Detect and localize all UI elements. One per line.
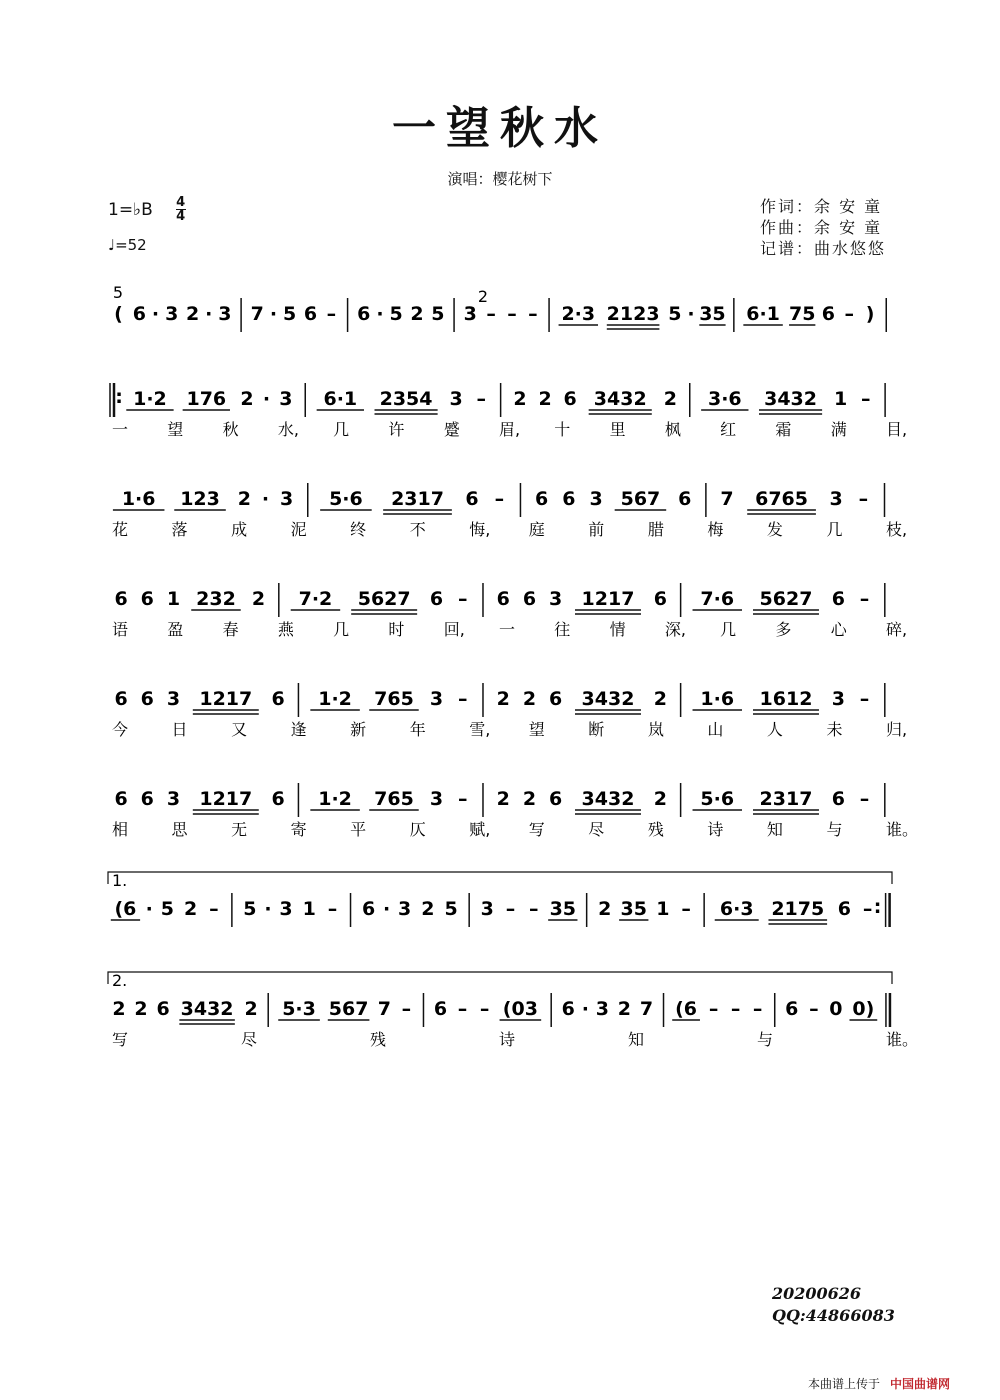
score-note: 2354 [379,388,433,410]
score-note: 1612 [759,688,813,710]
lyric-syllable: 几 [333,420,350,439]
score-note: · [581,998,589,1020]
score-note: 6 [140,588,154,610]
lyric-syllable: 多 [775,620,792,639]
score-note: – [860,388,871,410]
lyric-syllable: 归, [886,720,908,739]
lyric-syllable: 写 [528,820,545,839]
lyric-syllable: 知 [628,1030,645,1049]
score-note: 6 [132,303,146,325]
measure-mark: 2 [477,287,489,306]
volta-label: 1. [112,871,128,890]
score-note: 6·1 [746,303,780,325]
score-note: 7 [377,998,391,1020]
score-note: 5 [431,303,445,325]
score-note: 6 [271,788,285,810]
score-note: ) [865,303,875,325]
lyric-syllable: 枫 [664,420,681,439]
score-note: – [326,303,337,325]
score-note: – [528,303,538,325]
score-note: 6·3 [719,898,754,920]
score-note: 6765 [755,488,809,510]
score-note: 2 [496,688,510,710]
score-note: (03 [502,998,538,1020]
score-note: 2 [185,303,200,325]
lyric-syllable: 一 [499,620,516,639]
key-signature: 1=♭B [108,199,153,220]
lyric-syllable: 满 [830,420,847,439]
score-note: 2 [598,898,612,920]
lyric-syllable: 春 [222,620,239,639]
score-note: 2 [663,388,677,410]
score-note: 3 [166,688,181,710]
score-note: 3 [165,303,179,325]
score-note: 1·2 [318,688,352,710]
score-note: 2 [522,688,537,710]
lyric-syllable: 平 [350,820,367,839]
lyric-syllable: 盈 [167,620,184,639]
score-note: 6 [271,688,285,710]
lyric-syllable: 逢 [290,720,307,739]
lyric-syllable: 日 [171,720,188,739]
measure-mark: 5 [112,283,124,302]
lyric-syllable: 今 [112,720,129,739]
lyric-syllable: 里 [609,420,626,439]
lyric-syllable: 寄 [290,820,307,839]
score-note: 6 [561,998,575,1020]
lyric-syllable: 写 [112,1030,129,1049]
score-note: – [862,898,873,920]
score-note: 6 [821,303,835,325]
score-note: 3 [829,488,843,510]
score-note: 5627 [759,588,813,610]
score-note: – [457,588,468,610]
lyric-syllable: 发 [766,520,783,539]
score-note: 5 [444,898,458,920]
score-note: 2 [421,898,435,920]
score-note: 2 [653,788,667,810]
lyric-syllable: 诗 [707,820,724,839]
lyric-syllable: 岚 [647,720,664,739]
score-note: 3 [831,688,845,710]
score-note: – [476,388,486,410]
score-note: 6 [303,303,318,325]
score-note: 2175 [771,898,825,920]
footer-site-logo: 中国曲谱网 [890,1377,951,1391]
score-note: 2123 [606,303,660,325]
lyric-syllable: 时 [388,620,405,639]
score-note: 2 [617,998,632,1020]
score-note: 3 [218,303,232,325]
score-note: 176 [186,388,227,410]
score-note: 5 [243,898,257,920]
lyric-syllable: 目, [886,420,908,439]
score-note: 3432 [593,388,647,410]
lyric-syllable: 悔, [469,520,491,539]
lyric-syllable: 几 [720,620,737,639]
score-note: 1 [302,898,316,920]
lyric-syllable: 深, [664,620,686,639]
score-note: 3 [449,388,463,410]
score-note: 1·2 [133,388,167,410]
lyric-syllable: 望 [167,420,184,439]
lyric-syllable: 红 [720,420,737,439]
score-note: · [205,303,213,325]
lyric-syllable: 无 [231,820,248,839]
lyric-syllable: 人 [766,720,783,739]
lyric-syllable: 未 [826,720,843,739]
score-note: 2 [496,788,510,810]
lyric-syllable: 回, [443,620,465,639]
score-note: (6 [675,998,698,1020]
score-note: 3 [279,388,293,410]
score-note: – [457,688,468,710]
score-note: 5 [668,303,682,325]
score-note: 5·6 [700,788,735,810]
score-note: 567 [328,998,369,1020]
score-note: 5 [389,303,403,325]
score-note: – [858,488,869,510]
score-note: 3432 [764,388,818,410]
score-note: – [752,998,763,1020]
lyric-syllable: 枝, [886,520,908,539]
score-note: 3 [279,488,294,510]
score-note: · [687,303,695,325]
score-note: – [479,998,490,1020]
score-note: 7 [250,303,264,325]
score-note: 1·6 [700,688,735,710]
score-note: 1 [656,898,670,920]
lyric-syllable: 语 [112,620,129,639]
lyric-syllable: 谁。 [886,820,919,839]
score-note: 3432 [581,688,635,710]
score-note: 6 [522,588,537,610]
lyric-syllable: 眉, [499,420,521,439]
score-note: 2 [538,388,552,410]
score-note: – [859,688,870,710]
score-note: 3 [398,898,412,920]
lyric-syllable: 雪, [469,720,491,739]
score-note: 6 [465,488,479,510]
score-note: 2317 [759,788,813,810]
score-note: – [809,998,819,1020]
score-note: 6 [549,788,563,810]
score-note: 6 [831,588,845,610]
score-note: 2 [112,998,126,1020]
score-note: 3 [589,488,603,510]
score-note: – [681,898,691,920]
score-note: 2317 [391,488,444,510]
lyric-syllable: 腊 [647,520,664,539]
volta-bracket [108,872,892,884]
score-note: 7·6 [700,588,735,610]
score-note: · [376,303,384,325]
score-note: – [844,303,854,325]
score-note: 232 [196,588,236,610]
score-note: 6 [549,688,563,710]
score-note: – [209,898,219,920]
score-note: ( [114,303,123,325]
score-note: – [401,998,412,1020]
lyric-syllable: 花 [112,520,129,539]
page-title: 一望秋水 [392,103,608,154]
score-note: 3432 [581,788,635,810]
score-note: 7·2 [298,588,333,610]
score-note: 35 [620,898,647,920]
date-text: 20200626 [772,1284,862,1303]
score-note: – [507,303,517,325]
score-note: 6·1 [323,388,358,410]
lyric-syllable: 往 [554,620,571,639]
score-note: 2 [251,588,266,610]
score-note: 6 [114,688,128,710]
score-note: 6 [114,588,128,610]
lyric-syllable: 赋, [469,820,491,839]
lyric-syllable: 碎, [886,620,908,639]
score-note: – [859,588,870,610]
lyric-syllable: 庭 [528,520,545,539]
lyric-syllable: 年 [409,720,426,739]
score-note: 3 [429,688,444,710]
lyric-syllable: 知 [766,820,783,839]
score-note: 1·2 [318,788,352,810]
lyric-syllable: 尽 [588,820,605,839]
score-note: 6 [837,898,851,920]
score-note: 765 [374,688,414,710]
lyric-syllable: 几 [826,520,843,539]
footer [808,1375,950,1392]
score-note: 6 [562,488,576,510]
score-note: 6 [653,588,667,610]
score-note: · [264,898,272,920]
score-note: – [708,998,719,1020]
score-note: 5627 [357,588,411,610]
score-note: · [262,388,271,410]
lyric-syllable: 水, [277,420,299,439]
transcriber-credit: 记谱：曲水悠悠 [760,239,887,258]
lyric-syllable: 新 [350,720,367,739]
score-note: 567 [620,488,661,510]
qq-text: QQ:44866083 [772,1306,895,1325]
score-note: 2 [653,688,667,710]
score-note: – [457,998,468,1020]
time-signature: $\frac{4}{4}$ [176,195,186,224]
score-note: 5·6 [329,488,363,510]
footer-upload-text: 本曲谱上传于 [808,1377,881,1391]
lyric-syllable: 情 [609,620,626,639]
lyric-syllable: 终 [350,520,367,539]
lyric-syllable: 十 [554,420,571,439]
score-note: · [382,898,391,920]
score-note: 2 [183,898,198,920]
score-note: 7 [639,998,654,1020]
score-note: 3·6 [707,388,742,410]
score-note: · [261,488,270,510]
repeat-mark: : [873,896,882,918]
lyric-syllable: 心 [830,620,847,639]
score-note: – [528,898,539,920]
repeat-mark: : [115,386,123,408]
score-note: – [505,898,516,920]
score-note: 6 [140,788,154,810]
lyric-syllable: 谁。 [886,1030,919,1049]
score-note: 6 [156,998,170,1020]
score-note: 6 [429,588,444,610]
score-note: 1217 [199,688,253,710]
lyric-syllable: 与 [757,1030,774,1049]
lyric-syllable: 断 [588,720,605,739]
score-note: 75 [788,303,816,325]
score-note: 6 [140,688,154,710]
lyric-syllable: 不 [409,520,426,539]
lyric-syllable: 前 [588,520,605,539]
score-note: 6 [785,998,799,1020]
score-note: 1 [166,588,181,610]
score-note: 2 [240,388,254,410]
score-note: – [730,998,741,1020]
score-note: 6 [433,998,448,1020]
lyric-syllable: 尽 [241,1030,258,1049]
score-note: 2 [134,998,148,1020]
score-note: 6 [357,303,371,325]
lyric-syllable: 相 [112,820,129,839]
lyric-syllable: 残 [647,820,664,839]
score-note: · [269,303,278,325]
lyric-syllable: 泥 [290,520,307,539]
score-note: 6 [496,588,510,610]
lyric-syllable: 许 [388,420,405,439]
score-note: 5 [283,303,297,325]
lyric-syllable: 落 [171,520,188,539]
singer-line: 演唱：樱花树下 [447,170,553,188]
lyric-syllable: 燕 [277,620,294,639]
score-note: 1217 [199,788,253,810]
lyric-syllable: 思 [171,820,188,839]
lyric-syllable: 一 [112,420,129,439]
tempo-mark: ♩=52 [108,236,147,254]
score-note: 0 [829,998,843,1020]
score-note: 3 [429,788,444,810]
lyric-syllable: 梅 [707,520,724,539]
lyric-syllable: 山 [707,720,724,739]
score-note: – [494,488,505,510]
score-note: – [486,303,496,325]
score-note: 1217 [581,588,635,610]
score-note: 2 [410,303,424,325]
score-note: 3 [549,588,563,610]
score-note: 0) [852,998,875,1020]
score-note: 3 [166,788,181,810]
lyric-syllable: 仄 [409,820,426,839]
volta-label: 2. [112,971,128,990]
score-note: 3 [463,303,477,325]
score-note: 35 [699,303,726,325]
score-note: 3 [480,898,494,920]
score-note: (6 [114,898,137,920]
score-note: 6 [563,388,577,410]
score-note: 2 [244,998,258,1020]
lyric-syllable: 与 [826,820,843,839]
lyric-syllable: 几 [333,620,350,639]
score-note: · [145,898,153,920]
score-note: 2 [237,488,251,510]
score-note: – [859,788,870,810]
volta-bracket [108,972,892,984]
score-note: – [327,898,338,920]
lyricist-credit: 作词：余 安 童 [760,197,883,216]
score-note: 1 [834,388,848,410]
lyric-syllable: 秋 [222,420,239,439]
score-note: 3 [595,998,610,1020]
score-note: · [151,303,160,325]
score-note: – [457,788,468,810]
lyric-syllable: 又 [231,720,248,739]
score-note: 3432 [180,998,234,1020]
score-note: 35 [549,898,577,920]
score-note: 765 [374,788,414,810]
score-note: 5·3 [282,998,316,1020]
score-note: 2 [522,788,537,810]
lyric-syllable: 霜 [775,420,792,439]
score-note: 7 [720,488,734,510]
lyric-syllable: 蹙 [443,420,460,439]
score-note: 123 [180,488,220,510]
score-note: 6 [831,788,845,810]
score-note: 3 [279,898,293,920]
score-note: 2 [513,388,527,410]
lyric-syllable: 成 [231,520,248,539]
score-note: 6 [678,488,692,510]
lyric-syllable: 诗 [499,1030,516,1049]
score-note: 2·3 [561,303,596,325]
lyric-syllable: 望 [528,720,545,739]
score-note: 6 [114,788,128,810]
score-note: 1·6 [121,488,156,510]
lyric-syllable: 残 [370,1030,387,1049]
signature-block [772,1283,895,1327]
composer-credit: 作曲：余 安 童 [760,218,883,237]
score-note: 6 [534,488,549,510]
score-note: 5 [160,898,174,920]
score-note: 6 [361,898,376,920]
